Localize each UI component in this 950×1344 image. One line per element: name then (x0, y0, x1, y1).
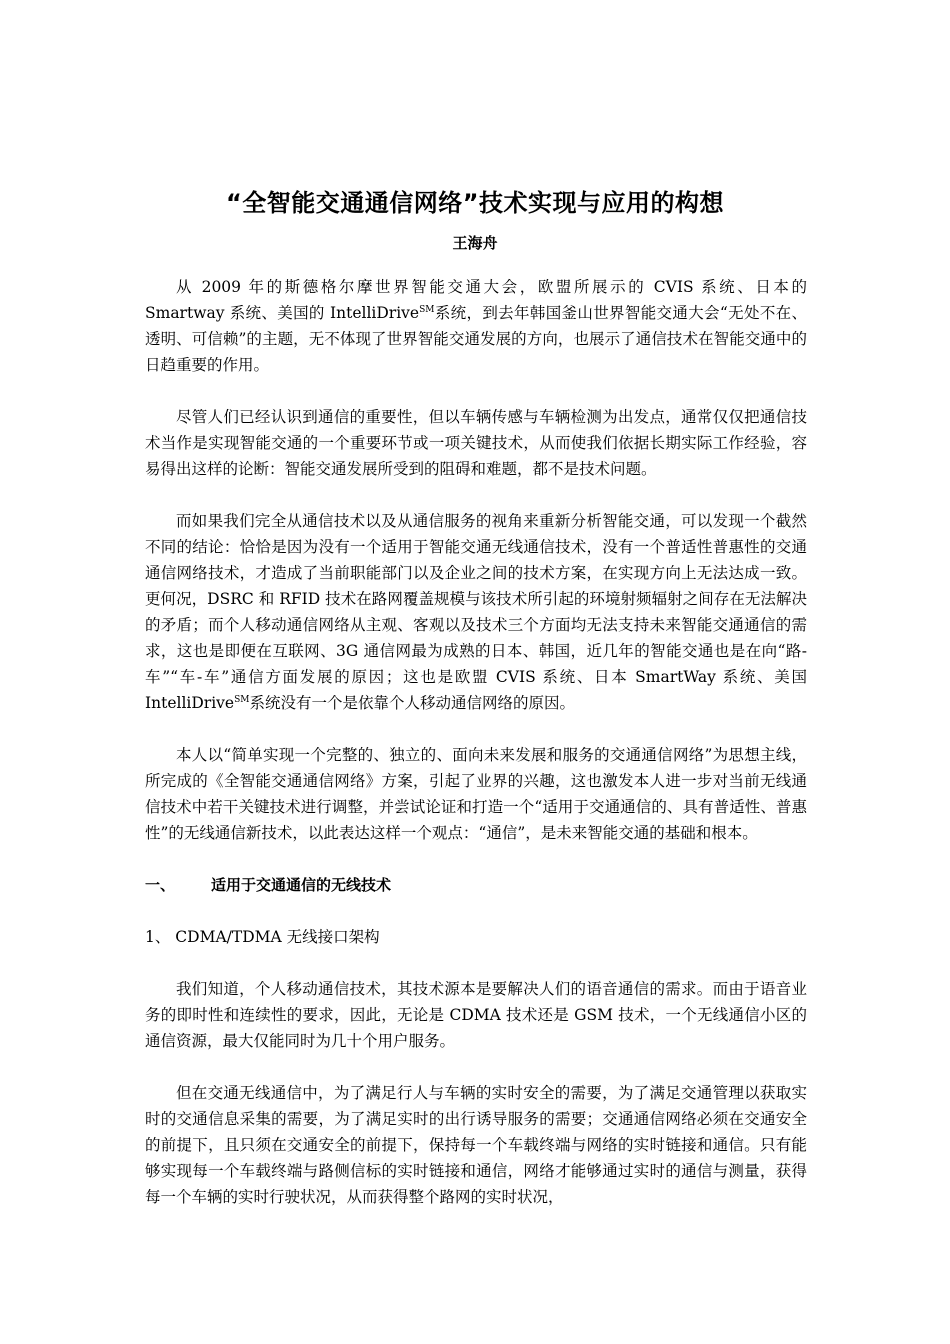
paragraph-3-part-a: 而如果我们完全从通信技术以及从通信服务的视角来重新分析智能交通，可以发现一个截然不同的结论：恰恰是因为没有一个适用于智能交通无线通信技术，没有一个普适性普惠性的交通通信网络技术，才造成了当前职能部门以及企业之间的技术方案，在实现方向上无法达成一致。更何况，DSRC 和 RFID 技术在路网覆盖规模与该技术所引起的环境射频辐射之间存在无法解决的矛盾；而个人移动通信网络从主观、客观以及技术三个方面均无法支持未来智能交通通信的需求，这也是即便在互联网、3G 通信网最为成熟的日本、韩国，近几年的智能交通也是在向“路-车”“车-车”通信方面发展的原因；这也是欧盟 CVIS 系统、日本 SmartWay 系统、美国 IntelliDrive (145, 512, 807, 712)
service-mark: SM (419, 304, 435, 315)
document-body (145, 274, 807, 1236)
section-title: 适用于交通通信的无线技术 (211, 876, 392, 894)
subsection-heading-1: 1、 CDMA/TDMA 无线接口架构 (145, 928, 380, 946)
paragraph-1-part-b: 系统，到去年韩国釜山世界智能交通大会“无处不在、透明、可信赖”的主题，无不体现了世界智能交通发展的方向，也展示了通信技术在智能交通中的日趋重要的作用。 (145, 304, 807, 374)
paragraph-1-part-a: 从 2009 年的斯德格尔摩世界智能交通大会，欧盟所展示的 CVIS 系统、日本的 Smartway 系统、美国的 IntelliDrive (145, 278, 807, 322)
paragraph-3 (145, 508, 807, 716)
paragraph-2: 尽管人们已经认识到通信的重要性，但以车辆传感与车辆检测为出发点，通常仅仅把通信技术当作是实现智能交通的一个重要环节或一项关键技术，从而使我们依据长期实际工作经验，容易得出这样的论断：智能交通发展所受到的阻碍和难题，都不是技术问题。 (145, 408, 807, 478)
paragraph-1 (145, 274, 807, 378)
section-heading-1 (145, 872, 807, 898)
paragraph-6: 但在交通无线通信中，为了满足行人与车辆的实时安全的需要，为了满足交通管理以获取实时的交通信息采集的需要，为了满足实时的出行诱导服务的需要；交通通信网络必须在交通安全的前提下，且只须在交通安全的前提下，保持每一个车载终端与网络的实时链接和通信。只有能够实现每一个车载终端与路侧信标的实时链接和通信，网络才能够通过实时的通信与测量，获得每一个车辆的实时行驶状况，从而获得整个路网的实时状况， (145, 1084, 807, 1206)
document-author: 王海舟 (452, 234, 498, 252)
section-number: 一、 (145, 876, 176, 894)
paragraph-4: 本人以“简单实现一个完整的、独立的、面向未来发展和服务的交通通信网络”为思想主线，所完成的《全智能交通通信网络》方案，引起了业界的兴趣，这也激发本人进一步对当前无线通信技术中若干关键技术进行调整，并尝试论证和打造一个“适用于交通通信的、具有普适性、普惠性”的无线通信新技术，以此表达这样一个观点：“通信”，是未来智能交通的基础和根本。 (145, 746, 807, 842)
paragraph-3-part-b: 系统没有一个是依靠个人移动通信网络的原因。 (249, 694, 576, 712)
service-mark: SM (234, 694, 250, 705)
paragraph-5: 我们知道，个人移动通信技术，其技术源本是要解决人们的语音通信的需求。而由于语音业务的即时性和连续性的要求，因此，无论是 CDMA 技术还是 GSM 技术，一个无线通信小区的通信资源，最大仅能同时为几十个用户服务。 (145, 980, 807, 1050)
document-title: “全智能交通通信网络”技术实现与应用的构想 (225, 189, 725, 217)
